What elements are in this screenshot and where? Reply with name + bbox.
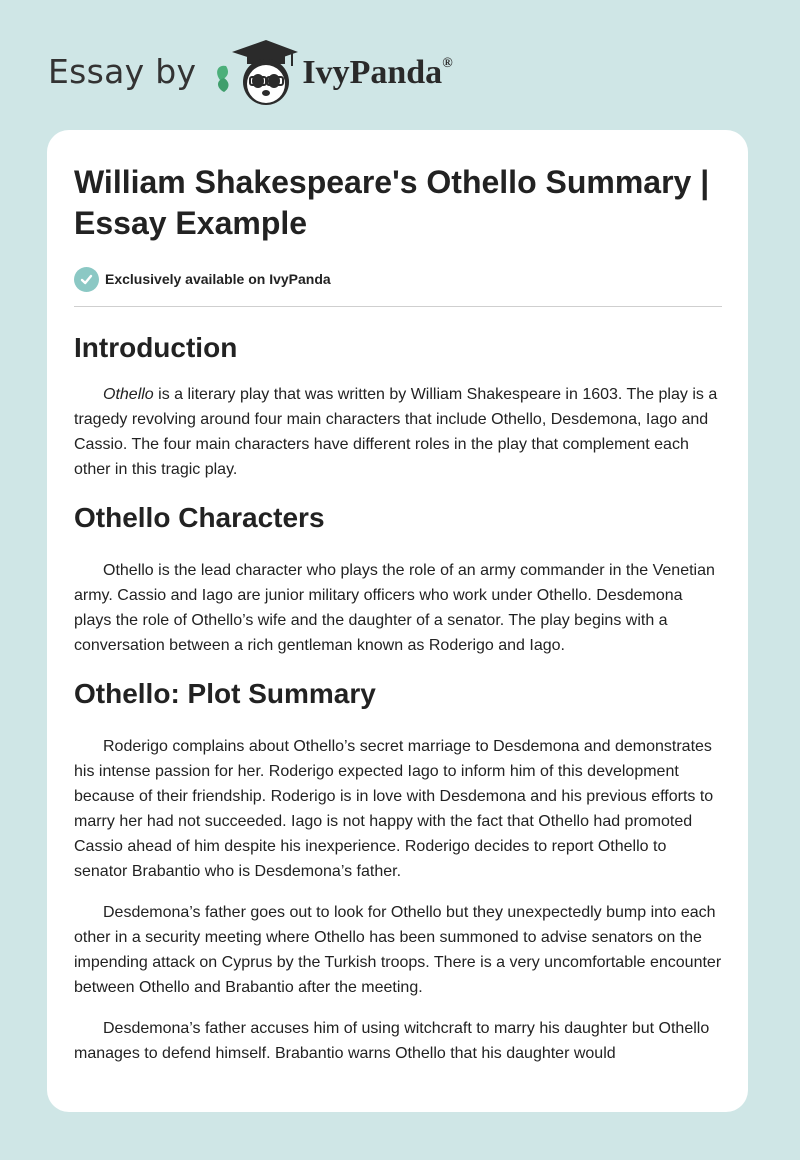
plot-paragraph-3: Desdemona’s father accuses him of using witchcraft to marry his daughter but Othello manages to defend himself. Brabantio warns Othello that his daughter would bbox=[74, 1020, 710, 1062]
badge-text: Exclusively available on IvyPanda bbox=[105, 271, 331, 287]
essay-by-label: Essay by bbox=[48, 51, 197, 91]
brand-name[interactable] bbox=[302, 54, 452, 92]
essay-content bbox=[74, 162, 722, 1066]
registered-mark: ® bbox=[442, 56, 453, 71]
page-title: William Shakespeare's Othello Summary | Essay Example bbox=[74, 164, 710, 241]
intro-paragraph bbox=[74, 382, 722, 482]
section-heading-characters: Othello Characters bbox=[74, 502, 325, 533]
plot-paragraph-1: Roderigo complains about Othello’s secret marriage to Desdemona and demonstrates his intense passion for her. Roderigo expected Iago to inform him of this development because of their friendship. Roderigo is in love with Desdemona and his previous efforts to marry her had not succeeded. Iago is not happy with the fact that Othello had promoted Cassio ahead of him despite his inexperience. Roderigo decides to report Othello to senator Brabantio who is Desdemona’s father. bbox=[74, 738, 714, 880]
site-header bbox=[48, 36, 453, 108]
ivypanda-logo-icon[interactable] bbox=[210, 36, 298, 108]
characters-paragraph: Othello is the lead character who plays the role of an army commander in the Venetian army. Cassio and Iago are junior military officers who work under Othello. Desdemona plays the role of Othello’s wife and the daughter of a senator. The play begins with a conversation between a rich gentleman known as Roderigo and Iago. bbox=[74, 562, 715, 654]
essay-card bbox=[47, 130, 748, 1112]
check-circle-icon bbox=[74, 267, 99, 292]
plot-paragraph-2: Desdemona’s father goes out to look for Othello but they unexpectedly bump into each other in a security meeting where Othello has been summoned to advise senators on the impending attack on Cyprus by the Turkish troops. There is a very uncomfortable encounter between Othello and Brabantio after the meeting. bbox=[74, 904, 722, 996]
section-heading-plot-summary: Othello: Plot Summary bbox=[74, 678, 376, 709]
exclusive-badge bbox=[74, 266, 722, 292]
brand-text: IvyPanda bbox=[302, 54, 443, 91]
divider bbox=[74, 306, 722, 307]
intro-paragraph-text: is a literary play that was written by William Shakespeare in 1603. The play is a tragedy revolving around four main characters that include Othello, Desdemona, Iago and Cassio. The four main characters have different roles in the play that complement each other in this tragic play. bbox=[74, 386, 718, 478]
play-title-emphasis: Othello bbox=[103, 386, 154, 403]
section-heading-introduction: Introduction bbox=[74, 332, 238, 363]
